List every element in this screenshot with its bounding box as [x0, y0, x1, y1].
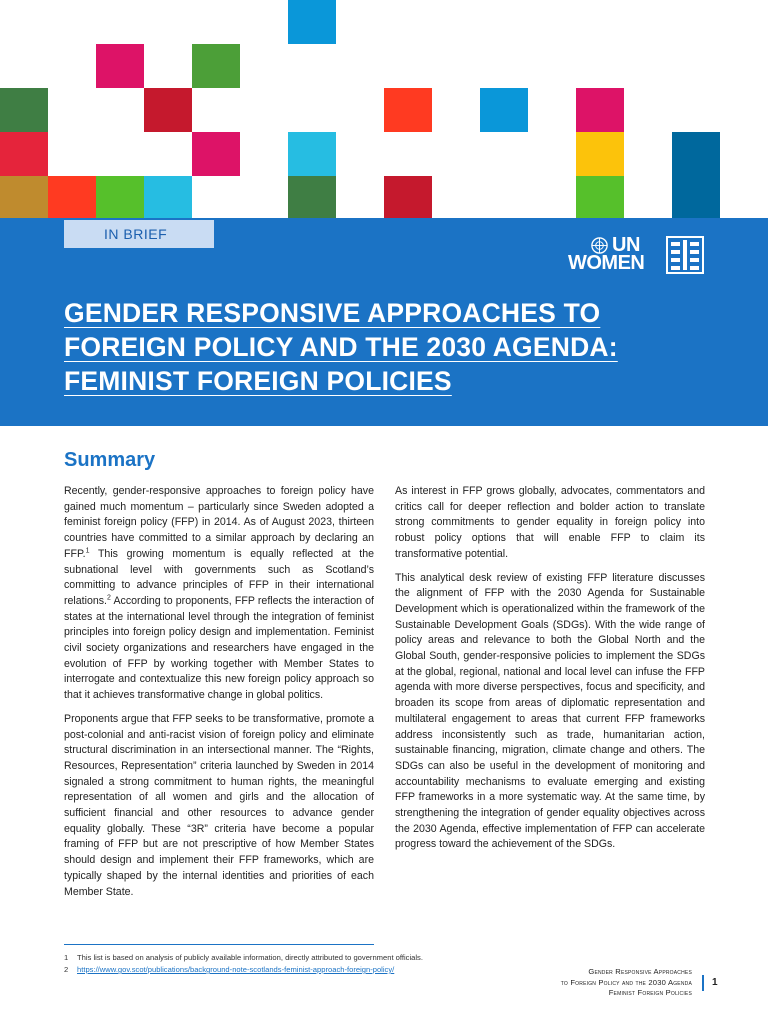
mosaic-tile — [0, 88, 48, 132]
mosaic-tile — [48, 176, 96, 220]
mosaic-tile — [672, 132, 720, 176]
logo-women-text: WOMEN — [568, 252, 645, 274]
summary-right-column — [395, 484, 705, 861]
mosaic-tile — [576, 132, 624, 176]
in-brief-tag: IN BRIEF — [64, 220, 214, 248]
summary-paragraph-4: This analytical desk review of existing FFP literature discusses the alignment of FFP with the 2030 Agenda for Sustainable Development which is operationalized within the framework of the Sustainable Development Goals (SDGs). With the wide range of policy areas and relevance to both the Global North and the Global South, gender-responsive policies to implement the SDGs at the global, regional, national and local level can infuse the FFP agenda with more diverse perspectives, focus and specificity, and broaden its scope from areas of diplomatic representation and multilateral engagement to areas that current FFP frameworks address inconsistently such as trade, humanitarian action, sustainable financing, migration, climate change and others. The SDGs can also be useful in the development of monitoring and accountability mechanisms to evaluate emerging and existing FFP frameworks in a more systematic way. At the same time, by strengthening the integration of gender equality objectives across the 2030 Agenda, effective implementation of FFP can accelerate progress toward the achievement of the SDGs. — [395, 571, 705, 851]
mosaic-tile — [192, 132, 240, 176]
mosaic-tile — [576, 176, 624, 220]
footnote-1: 1 This list is based on analysis of publicly available information, directly attributed to government officials. — [64, 953, 423, 962]
document-title — [64, 296, 724, 398]
un-women-logo — [568, 236, 708, 276]
footnote-link[interactable]: https://www.gov.scot/publications/background-note-scotlands-feminist-approach-foreign-policy/ — [77, 965, 395, 974]
mosaic-tile — [384, 176, 432, 220]
footnote-ref-2[interactable]: 2 — [107, 594, 111, 602]
footnotes — [64, 952, 484, 976]
page-number: 1 — [712, 977, 718, 988]
mosaic-tile — [0, 176, 48, 220]
mosaic-tile — [288, 176, 336, 220]
title-line-1: GENDER RESPONSIVE APPROACHES TO — [64, 298, 601, 328]
mosaic-tile — [144, 176, 192, 220]
mosaic-tile — [192, 44, 240, 88]
running-footer: Gender Responsive Approaches to Foreign Policy and the 2030 Agenda Feminist Foreign Policies — [560, 967, 692, 997]
summary-paragraph-1: Recently, gender-responsive approaches to foreign policy have gained much momentum – particularly since Sweden adopted a feminist foreign policy (FFP) in 2014. As of August 2023, thirteen countries have committed to a similar approach by declaring an FFP.$^1$ This growing momentum is equally reflected at the subnational level with governments such as Scotland’s committing to advance principles of FFP in their international relations.$^2$ According to proponents, FFP reflects the interaction of states at the international level through the integration of feminist principles into foreign policy design and implementation. Feminist civil society organizations and researchers have engaged in the evolution of FFP by working together with Member States to interrogate and contextualize this new foreign policy approach so that it achieves transformative change in global politics. — [64, 485, 374, 702]
summary-left-column — [64, 484, 374, 908]
footnote-2: 2 https://www.gov.scot/publications/background-note-scotlands-feminist-approach-foreign-policy/ — [64, 965, 395, 974]
logo-un-text: UN — [612, 234, 640, 256]
mosaic-tile — [672, 176, 720, 220]
footnote-ref-1[interactable]: 1 — [85, 547, 90, 555]
sdg-color-mosaic — [0, 0, 768, 220]
mosaic-tile — [288, 0, 336, 44]
title-line-2: FOREIGN POLICY AND THE 2030 AGENDA: — [64, 332, 618, 362]
mosaic-tile — [0, 132, 48, 176]
mosaic-tile — [288, 132, 336, 176]
mosaic-tile — [384, 88, 432, 132]
un-women-mark-icon — [666, 236, 704, 274]
mosaic-tile — [96, 176, 144, 220]
mosaic-tile — [144, 88, 192, 132]
mosaic-tile — [576, 88, 624, 132]
title-line-3: FEMINIST FOREIGN POLICIES — [64, 366, 452, 396]
mosaic-tile — [96, 44, 144, 88]
summary-heading: Summary — [64, 449, 156, 471]
page-number-separator — [702, 975, 704, 991]
footnote-divider — [64, 944, 374, 945]
summary-paragraph-3: As interest in FFP grows globally, advocates, commentators and critics call for deeper reflection and bolder action to translate strong commitments to gender equality in foreign policy into robust policy options that will enable FFP to claim its transformative potential. — [395, 485, 705, 560]
summary-paragraph-2: Proponents argue that FFP seeks to be transformative, promote a post-colonial and anti-racist vision of foreign policy and eliminate structural discrimination in an intersectional manner. The “Rights, Resources, Representation” criteria launched by Sweden in 2014 signaled a strong commitment to human rights, the meaningful representation of all women and girls and the allocation of sufficient financial and other resources to advance gender equality globally. These “3R” criteria have become a popular framing of FFP but are not prescriptive of how Member States should design and implement their FFP frameworks, which are typically shaped by the internal identities and priorities of each Member State. — [64, 712, 374, 898]
mosaic-tile — [480, 88, 528, 132]
